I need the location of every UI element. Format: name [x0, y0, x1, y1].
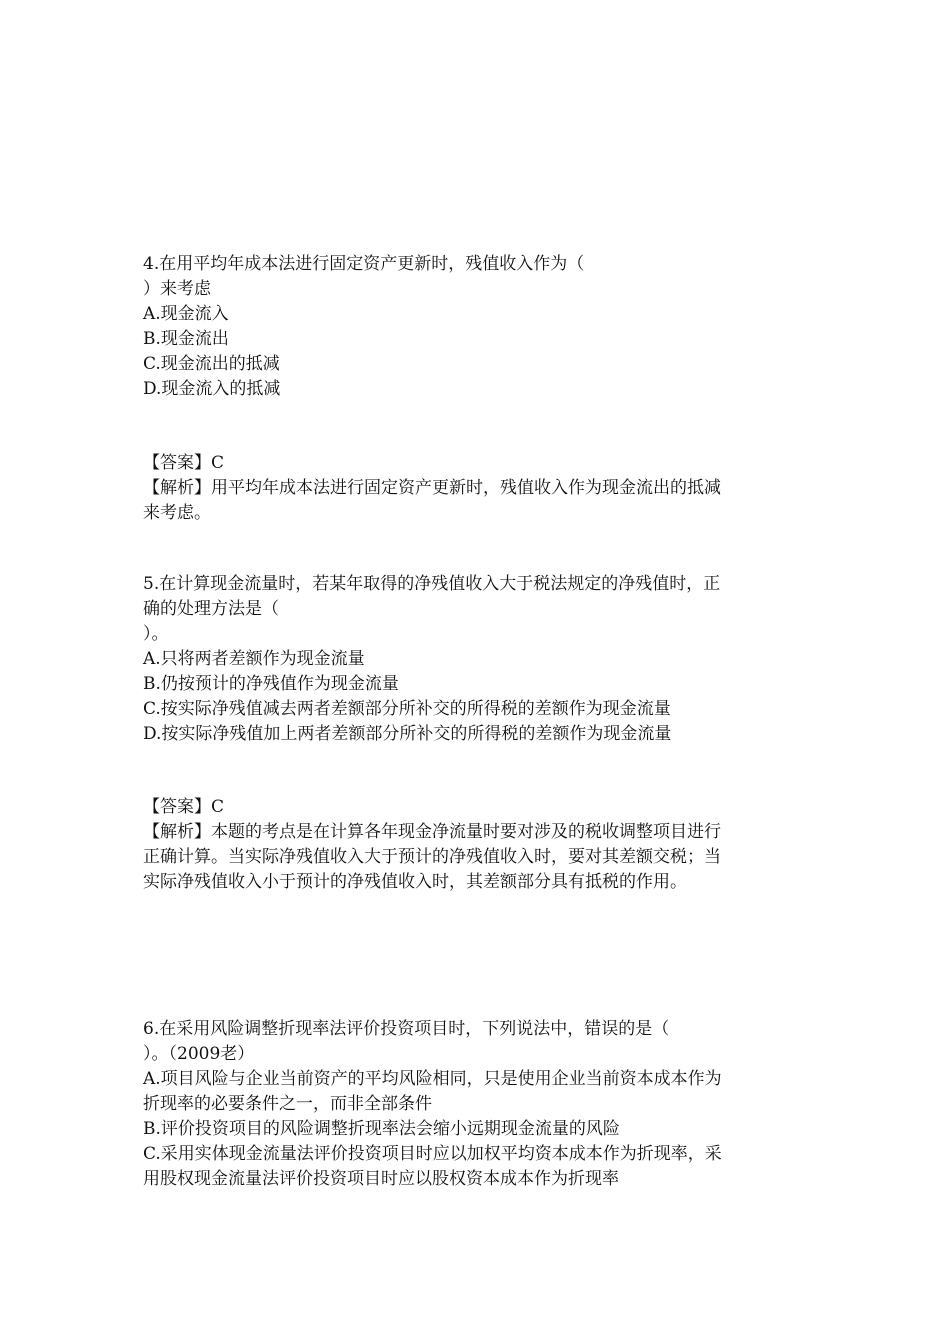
option-c: C.采用实体现金流量法评价投资项目时应以加权平均资本成本作为折现率，采	[143, 1144, 722, 1164]
question-stem: 6.在采用风险调整折现率法评价投资项目时，下列说法中，错误的是（	[143, 1019, 670, 1039]
analysis-text: 【解析】用平均年成本法进行固定资产更新时，残值收入作为现金流出的抵减	[143, 478, 721, 498]
question-stem: ）。	[143, 624, 169, 644]
option-b: B.仍按预计的净残值作为现金流量	[143, 674, 399, 694]
question-4	[143, 252, 808, 402]
question-stem: 确的处理方法是（	[143, 599, 279, 619]
option-a: A.只将两者差额作为现金流量	[143, 649, 365, 669]
analysis-text: 来考虑。	[143, 503, 211, 523]
analysis-text: 【解析】本题的考点是在计算各年现金净流量时要对涉及的税收调整项目进行	[143, 822, 721, 842]
answer-label: 【答案】C	[143, 453, 225, 473]
question-stem: ）。（2009老）	[143, 1044, 255, 1064]
option-d: D.按实际净残值加上两者差额部分所补交的所得税的差额作为现金流量	[143, 724, 672, 744]
analysis-text: 正确计算。当实际净残值收入大于预计的净残值收入时，要对其差额交税；当	[143, 847, 721, 867]
analysis-text: 实际净残值收入小于预计的净残值收入时，其差额部分具有抵税的作用。	[143, 872, 687, 892]
option-a: 折现率的必要条件之一，而非全部条件	[143, 1094, 432, 1114]
option-c: C.现金流出的抵减	[143, 354, 280, 374]
answer-4	[143, 451, 808, 526]
question-stem: 5.在计算现金流量时，若某年取得的净残值收入大于税法规定的净残值时，正	[143, 574, 721, 594]
option-c: 用股权现金流量法评价投资项目时应以股权资本成本作为折现率	[143, 1169, 619, 1189]
question-5	[143, 572, 808, 747]
option-b: B.评价投资项目的风险调整折现率法会缩小远期现金流量的风险	[143, 1119, 620, 1139]
option-b: B.现金流出	[143, 329, 229, 349]
answer-5	[143, 795, 808, 895]
option-a: A.现金流入	[143, 304, 229, 324]
option-c: C.按实际净残值减去两者差额部分所补交的所得税的差额作为现金流量	[143, 699, 671, 719]
question-stem: ）来考虑	[143, 279, 211, 299]
question-stem: 4.在用平均年成本法进行固定资产更新时，残值收入作为（	[143, 254, 585, 274]
option-d: D.现金流入的抵减	[143, 379, 281, 399]
answer-label: 【答案】C	[143, 797, 225, 817]
question-6	[143, 1017, 808, 1192]
option-a: A.项目风险与企业当前资产的平均风险相同，只是使用企业当前资本成本作为	[143, 1069, 722, 1089]
